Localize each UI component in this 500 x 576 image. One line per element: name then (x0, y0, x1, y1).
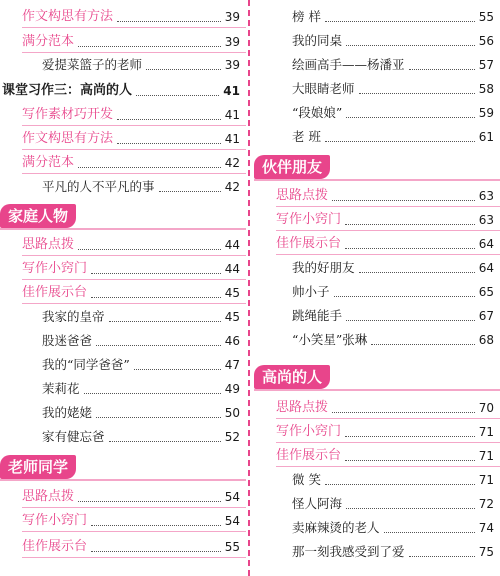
toc-entry[interactable] (276, 185, 500, 207)
dot-leader (117, 21, 221, 22)
toc-page-number: 68 (477, 329, 494, 351)
toc-page-number: 71 (477, 469, 494, 491)
dot-leader (345, 436, 475, 437)
section-heading: 家庭人物 (0, 204, 76, 228)
dot-leader (346, 117, 474, 118)
section-heading: 高尚的人 (254, 365, 330, 389)
section-heading: 伙伴朋友 (254, 155, 330, 179)
toc-entry-title: 微 笑 (292, 472, 321, 487)
toc-page-number: 42 (223, 152, 240, 174)
toc-page-number: 71 (477, 445, 494, 467)
toc-entry-title: 卖麻辣烫的老人 (292, 520, 380, 535)
toc-entry-title: 作文构思有方法 (22, 131, 114, 146)
toc-entry[interactable] (292, 257, 500, 279)
dot-leader (84, 393, 221, 394)
toc-page-number: 56 (477, 30, 494, 52)
toc-page-number: 42 (223, 176, 240, 198)
dot-leader (409, 556, 475, 557)
dot-leader (159, 191, 221, 192)
toc-entry-title: 我的“同学爸爸” (42, 357, 130, 372)
dot-leader (136, 95, 219, 96)
toc-entry[interactable] (292, 517, 500, 539)
toc-entry[interactable] (292, 469, 500, 491)
toc-entry-title: 思路点拨 (276, 400, 329, 415)
dot-leader (146, 69, 221, 70)
dot-leader (325, 21, 475, 22)
toc-entry-title: 茉莉花 (42, 381, 80, 396)
toc-entry[interactable] (22, 31, 246, 53)
dot-leader (409, 69, 475, 70)
dot-leader (78, 501, 221, 502)
toc-entry[interactable] (276, 445, 500, 467)
toc-entry-title: 那一刻我感受到了爱 (292, 544, 405, 559)
toc-entry[interactable] (22, 486, 246, 508)
toc-entry-title: 写作小窍门 (22, 513, 88, 528)
toc-entry[interactable] (22, 258, 246, 280)
toc-entry-title: 写作小窍门 (276, 424, 342, 439)
toc-entry-title: “小笑星”张琳 (292, 332, 368, 347)
toc-entry[interactable] (42, 330, 246, 352)
dot-leader (325, 141, 475, 142)
toc-entry[interactable] (292, 541, 500, 563)
toc-entry[interactable] (292, 329, 500, 351)
toc-page-number: 63 (477, 185, 494, 207)
toc-page-number: 71 (477, 421, 494, 443)
toc-entry[interactable] (22, 104, 246, 126)
toc-page-number: 41 (221, 80, 240, 102)
toc-entry[interactable] (292, 126, 500, 148)
toc-entry-title: 平凡的人不平凡的事 (42, 179, 155, 194)
toc-entry[interactable] (292, 6, 500, 28)
toc-page-number: 57 (477, 54, 494, 76)
toc-entry-title: 佳作展示台 (22, 285, 88, 300)
toc-page-number: 54 (223, 486, 240, 508)
toc-entry[interactable] (292, 305, 500, 327)
toc-entry-title: 佳作展示台 (276, 236, 342, 251)
dot-leader (345, 248, 475, 249)
toc-entry[interactable] (42, 54, 246, 76)
toc-entry-title: 我的同桌 (292, 33, 343, 48)
column-divider (248, 0, 250, 576)
toc-page-number: 41 (223, 104, 240, 126)
dot-leader (134, 369, 221, 370)
dot-leader (109, 441, 221, 442)
toc-entry[interactable] (42, 306, 246, 328)
dot-leader (359, 272, 475, 273)
toc-page-number: 55 (477, 6, 494, 28)
toc-page-number: 75 (477, 541, 494, 563)
toc-page-number: 45 (223, 306, 240, 328)
toc-entry-title: 老 班 (292, 129, 321, 144)
dot-leader (78, 249, 221, 250)
toc-entry-title: 佳作展示台 (276, 448, 342, 463)
toc-page-number: 70 (477, 397, 494, 419)
toc-entry-title: 我的姥姥 (42, 405, 93, 420)
toc-entry[interactable] (276, 397, 500, 419)
dot-leader (346, 320, 475, 321)
toc-entry-title: 我家的皇帝 (42, 309, 105, 324)
toc-entry-title: 写作小窍门 (22, 261, 88, 276)
toc-entry[interactable] (292, 54, 500, 76)
toc-page-number: 74 (477, 517, 494, 539)
toc-entry-title: 绘画高手——杨潘亚 (292, 57, 405, 72)
toc-entry[interactable] (22, 152, 246, 174)
toc-page-number: 63 (477, 209, 494, 231)
toc-page-number: 49 (223, 378, 240, 400)
toc-entry[interactable] (292, 102, 500, 124)
section-underline (0, 228, 246, 230)
toc-entry[interactable] (22, 282, 246, 304)
toc-page-number: 47 (223, 354, 240, 376)
toc-entry[interactable] (276, 209, 500, 231)
toc-entry[interactable] (292, 493, 500, 515)
section-heading: 老师同学 (0, 455, 76, 479)
toc-entry-title: 作文构思有方法 (22, 9, 114, 24)
toc-entry-title: 写作小窍门 (276, 212, 342, 227)
toc-entry[interactable] (292, 30, 500, 52)
toc-entry-title: 帅小子 (292, 284, 330, 299)
toc-page-number: 72 (477, 493, 494, 515)
toc-page-number: 50 (223, 402, 240, 424)
toc-entry[interactable] (276, 421, 500, 443)
section-underline (254, 179, 500, 181)
dot-leader (346, 508, 475, 509)
dot-leader (91, 273, 221, 274)
toc-entry[interactable] (292, 78, 500, 100)
toc-entry[interactable] (22, 6, 246, 28)
dot-leader (334, 296, 475, 297)
toc-entry[interactable] (42, 354, 246, 376)
toc-entry-title: 思路点拨 (276, 188, 329, 203)
dot-leader (91, 297, 221, 298)
toc-page-number: 45 (223, 282, 240, 304)
dot-leader (359, 93, 475, 94)
toc-page-number: 52 (223, 426, 240, 448)
toc-page-number: 55 (223, 536, 240, 558)
toc-entry-title: 满分范本 (22, 155, 75, 170)
toc-entry[interactable] (22, 536, 246, 558)
toc-entry[interactable] (42, 402, 246, 424)
toc-page-number: 44 (223, 234, 240, 256)
toc-entry[interactable] (292, 281, 500, 303)
toc-page-number: 61 (477, 126, 494, 148)
toc-page-number: 64 (477, 233, 494, 255)
dot-leader (78, 167, 221, 168)
dot-leader (91, 525, 221, 526)
dot-leader (332, 200, 475, 201)
toc-page-number: 46 (223, 330, 240, 352)
dot-leader (345, 460, 475, 461)
toc-page-number: 39 (223, 54, 240, 76)
toc-entry-title: 股迷爸爸 (42, 333, 93, 348)
toc-entry-title: 思路点拨 (22, 489, 75, 504)
toc-page-number: 44 (223, 258, 240, 280)
dot-leader (346, 45, 475, 46)
toc-entry-title: 满分范本 (22, 34, 75, 49)
toc-entry-title: 爱提菜篮子的老师 (42, 57, 143, 72)
section-underline (0, 479, 246, 481)
dot-leader (91, 551, 221, 552)
toc-page-number: 64 (477, 257, 494, 279)
toc-page-number: 39 (223, 6, 240, 28)
toc-entry[interactable] (2, 80, 246, 102)
toc-entry[interactable] (276, 233, 500, 255)
dot-leader (371, 344, 474, 345)
toc-entry-title: 榜 样 (292, 9, 321, 24)
dot-leader (332, 412, 475, 413)
dot-leader (96, 345, 221, 346)
toc-entry-title: 怪人阿海 (292, 496, 343, 511)
toc-page-number: 39 (223, 31, 240, 53)
toc-page-number: 54 (223, 510, 240, 532)
toc-page-number: 59 (477, 102, 494, 124)
toc-entry-title: “段娘娘” (292, 105, 343, 120)
toc-entry-title: 家有健忘爸 (42, 429, 105, 444)
toc-entry[interactable] (22, 510, 246, 532)
dot-leader (117, 119, 221, 120)
toc-page-number: 65 (477, 281, 494, 303)
toc-entry-title: 写作素材巧开发 (22, 107, 114, 122)
dot-leader (109, 321, 221, 322)
toc-entry-title: 跳绳能手 (292, 308, 343, 323)
dot-leader (345, 224, 475, 225)
toc-entry[interactable] (42, 426, 246, 448)
toc-entry-title: 佳作展示台 (22, 539, 88, 554)
dot-leader (117, 143, 221, 144)
toc-entry-title: 我的好朋友 (292, 260, 355, 275)
toc-entry[interactable] (22, 128, 246, 150)
toc-page-number: 41 (223, 128, 240, 150)
toc-entry-title: 课堂习作三：高尚的人 (2, 83, 133, 98)
toc-entry-title: 大眼睛老师 (292, 81, 355, 96)
toc-page-number: 58 (477, 78, 494, 100)
toc-entry[interactable] (42, 176, 246, 198)
dot-leader (384, 532, 475, 533)
dot-leader (96, 417, 221, 418)
toc-entry[interactable] (22, 234, 246, 256)
toc-entry[interactable] (42, 378, 246, 400)
toc-page-number: 67 (477, 305, 494, 327)
dot-leader (78, 46, 221, 47)
section-underline (254, 389, 500, 391)
dot-leader (325, 484, 475, 485)
toc-entry-title: 思路点拨 (22, 237, 75, 252)
